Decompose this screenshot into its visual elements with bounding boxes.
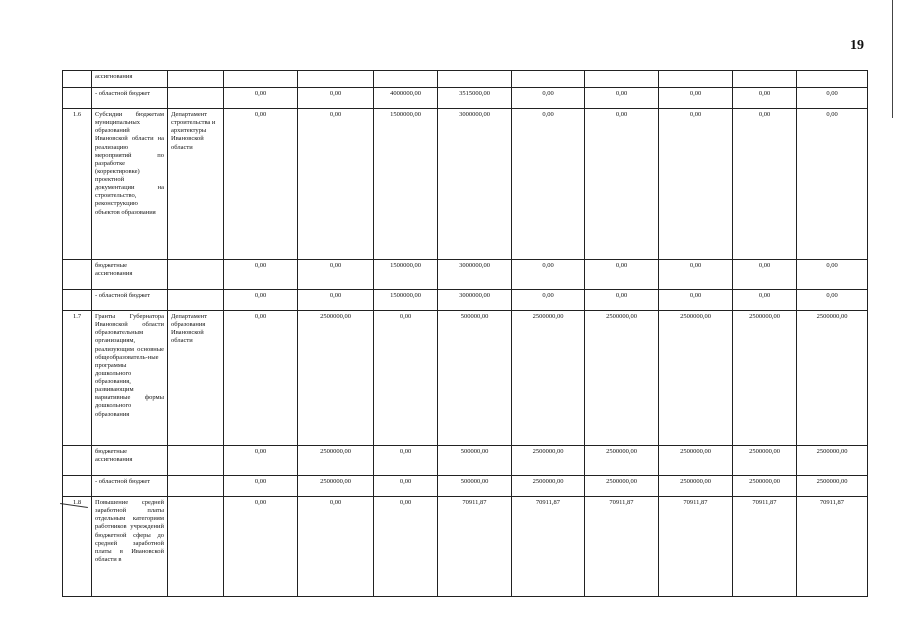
amount-cell <box>797 71 868 88</box>
amount-cell: 0,00 <box>512 290 585 311</box>
amount-cell: 2500000,00 <box>585 476 659 497</box>
amount-cell <box>224 71 298 88</box>
amount-cell: 2500000,00 <box>733 476 797 497</box>
executor-cell: Департамент строительства и архитектуры Ивановской области <box>168 109 224 260</box>
amount-cell: 0,00 <box>659 290 733 311</box>
row-number-cell <box>63 476 92 497</box>
amount-cell: 0,00 <box>797 109 868 260</box>
measure-name-cell: бюджетные ассигнования <box>92 260 168 290</box>
amount-cell: 70911,87 <box>438 497 512 597</box>
amount-cell <box>733 71 797 88</box>
amount-cell: 500000,00 <box>438 311 512 446</box>
executor-cell <box>168 446 224 476</box>
table-row <box>63 260 868 290</box>
amount-cell: 0,00 <box>298 260 374 290</box>
amount-cell: 0,00 <box>585 290 659 311</box>
row-number-cell <box>63 260 92 290</box>
amount-cell: 4000000,00 <box>374 88 438 109</box>
amount-cell: 1500000,00 <box>374 260 438 290</box>
amount-cell: 2500000,00 <box>512 446 585 476</box>
amount-cell: 2500000,00 <box>585 446 659 476</box>
amount-cell: 2500000,00 <box>797 446 868 476</box>
amount-cell: 0,00 <box>224 311 298 446</box>
row-number-cell: 1.6 <box>63 109 92 260</box>
row-number-cell: 1.8 <box>63 497 92 597</box>
amount-cell: 0,00 <box>512 88 585 109</box>
amount-cell: 3515000,00 <box>438 88 512 109</box>
amount-cell: 2500000,00 <box>585 311 659 446</box>
amount-cell: 2500000,00 <box>733 311 797 446</box>
amount-cell: 3000000,00 <box>438 290 512 311</box>
amount-cell: 2500000,00 <box>659 446 733 476</box>
amount-cell <box>512 71 585 88</box>
amount-cell: 0,00 <box>797 290 868 311</box>
amount-cell <box>298 71 374 88</box>
amount-cell: 0,00 <box>733 109 797 260</box>
amount-cell: 0,00 <box>224 476 298 497</box>
amount-cell: 70911,87 <box>512 497 585 597</box>
amount-cell: 2500000,00 <box>512 311 585 446</box>
table-row <box>63 88 868 109</box>
amount-cell: 70911,87 <box>659 497 733 597</box>
amount-cell: 2500000,00 <box>298 446 374 476</box>
scan-edge-line <box>892 0 893 118</box>
measure-name-cell: ассигнования <box>92 71 168 88</box>
measure-name-cell: Субсидии бюджетам муниципальных образований Ивановской области на реализацию мероприятий по разработке (корректировке) проектной документации на строительство, реконструкцию объектов образования <box>92 109 168 260</box>
executor-cell <box>168 260 224 290</box>
measure-name-cell: бюджетные ассигнования <box>92 446 168 476</box>
row-number-cell <box>63 446 92 476</box>
amount-cell: 0,00 <box>374 311 438 446</box>
amount-cell: 70911,87 <box>585 497 659 597</box>
amount-cell: 0,00 <box>733 88 797 109</box>
amount-cell: 0,00 <box>659 109 733 260</box>
table-row <box>63 109 868 260</box>
table-row <box>63 71 868 88</box>
amount-cell: 1500000,00 <box>374 109 438 260</box>
amount-cell: 0,00 <box>512 260 585 290</box>
executor-cell <box>168 88 224 109</box>
amount-cell: 0,00 <box>374 446 438 476</box>
amount-cell: 2500000,00 <box>512 476 585 497</box>
amount-cell: 1500000,00 <box>374 290 438 311</box>
measure-name-cell: - областной бюджет <box>92 290 168 311</box>
amount-cell: 0,00 <box>298 109 374 260</box>
budget-table <box>62 70 868 597</box>
amount-cell: 0,00 <box>585 260 659 290</box>
amount-cell: 0,00 <box>224 260 298 290</box>
amount-cell: 0,00 <box>224 497 298 597</box>
amount-cell: 0,00 <box>224 446 298 476</box>
amount-cell: 0,00 <box>224 290 298 311</box>
table-body <box>63 71 868 597</box>
row-number-cell <box>63 290 92 311</box>
amount-cell: 500000,00 <box>438 476 512 497</box>
amount-cell: 70911,87 <box>797 497 868 597</box>
amount-cell: 0,00 <box>797 260 868 290</box>
amount-cell: 0,00 <box>224 109 298 260</box>
amount-cell: 2500000,00 <box>659 311 733 446</box>
table-row <box>63 446 868 476</box>
amount-cell: 0,00 <box>733 290 797 311</box>
amount-cell: 0,00 <box>659 260 733 290</box>
amount-cell: 500000,00 <box>438 446 512 476</box>
amount-cell: 0,00 <box>298 290 374 311</box>
executor-cell <box>168 290 224 311</box>
amount-cell: 70911,87 <box>733 497 797 597</box>
executor-cell <box>168 497 224 597</box>
amount-cell: 0,00 <box>733 260 797 290</box>
amount-cell: 2500000,00 <box>797 476 868 497</box>
measure-name-cell: - областной бюджет <box>92 88 168 109</box>
table-row <box>63 476 868 497</box>
amount-cell: 0,00 <box>298 497 374 597</box>
table-row <box>63 311 868 446</box>
measure-name-cell: - областной бюджет <box>92 476 168 497</box>
amount-cell: 2500000,00 <box>797 311 868 446</box>
amount-cell: 0,00 <box>512 109 585 260</box>
amount-cell: 3000000,00 <box>438 109 512 260</box>
page-number: 19 <box>850 38 864 53</box>
row-number-cell: 1.7 <box>63 311 92 446</box>
amount-cell: 2500000,00 <box>298 311 374 446</box>
amount-cell: 0,00 <box>797 88 868 109</box>
amount-cell: 0,00 <box>224 88 298 109</box>
amount-cell: 2500000,00 <box>733 446 797 476</box>
amount-cell: 0,00 <box>585 109 659 260</box>
amount-cell <box>585 71 659 88</box>
amount-cell: 0,00 <box>298 88 374 109</box>
amount-cell <box>374 71 438 88</box>
table-row <box>63 497 868 597</box>
amount-cell: 0,00 <box>659 88 733 109</box>
table-row <box>63 290 868 311</box>
executor-cell <box>168 71 224 88</box>
measure-name-cell: Повышение средней заработной платы отдельным категориям работников учреждений бюджетной сферы до средней заработной платы в Ивановской области в <box>92 497 168 597</box>
amount-cell: 0,00 <box>374 497 438 597</box>
amount-cell: 0,00 <box>374 476 438 497</box>
row-number-cell <box>63 88 92 109</box>
amount-cell: 2500000,00 <box>298 476 374 497</box>
executor-cell <box>168 476 224 497</box>
amount-cell: 3000000,00 <box>438 260 512 290</box>
amount-cell <box>659 71 733 88</box>
amount-cell: 2500000,00 <box>659 476 733 497</box>
measure-name-cell: Гранты Губернатора Ивановской области образовательным организациям, реализующим основные общеобразователь-ные программы дошкольного образования, развивающим вариативные формы дошкольного образования <box>92 311 168 446</box>
amount-cell <box>438 71 512 88</box>
amount-cell: 0,00 <box>585 88 659 109</box>
executor-cell: Департамент образования Ивановской области <box>168 311 224 446</box>
row-number-cell <box>63 71 92 88</box>
